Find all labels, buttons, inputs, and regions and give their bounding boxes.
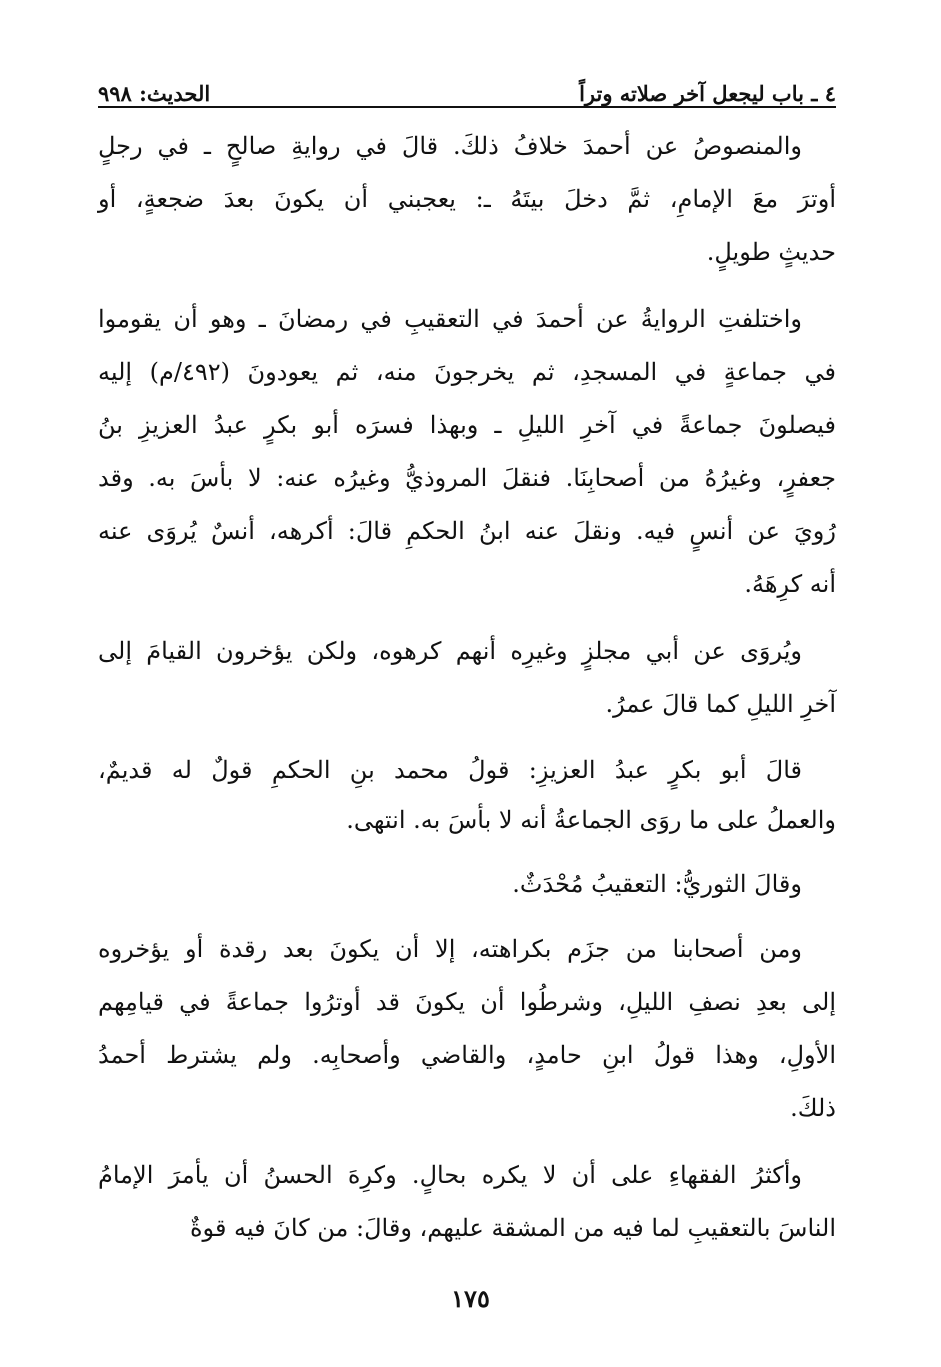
- text-line: أوترَ معَ الإمامِ، ثمَّ دخلَ بيتَهُ ـ: يعجبني أن يكونَ بعدَ ضجعةٍ، أو: [98, 185, 836, 213]
- chapter-title: ٤ ـ باب ليجعل آخر صلاته وتراً: [579, 81, 836, 106]
- text-line: والمنصوصُ عن أحمدَ خلافُ ذلكَ. قالَ في روايةِ صالحٍ ـ في رجلٍ: [98, 132, 802, 160]
- paragraph: [98, 745, 836, 845]
- page-number: ١٧٥: [451, 1284, 490, 1313]
- text-line: في جماعةٍ في المسجدِ، ثم يخرجونَ منه، ثم يعودونَ (٤٩٢/م) إليه: [98, 358, 837, 386]
- paragraph: [98, 923, 836, 1135]
- text-line: فيصلونَ جماعةً في آخرِ الليلِ ـ وبهذا فسرَه أبو بكرٍ عبدُ العزيزِ بنُ: [98, 411, 836, 439]
- paragraph: [98, 859, 836, 909]
- text-line: ومن أصحابنا من جزَم بكراهته، إلا أن يكونَ بعد رقدة أو يؤخروه: [98, 935, 802, 963]
- running-header: [98, 62, 836, 106]
- text-line: الناسَ بالتعقيبِ لما فيه من المشقة عليهم، وقالَ: من كانَ فيه قوةٌ: [189, 1214, 836, 1242]
- paragraph: [98, 1149, 836, 1255]
- body-text: [98, 120, 836, 1269]
- text-line: وقالَ الثوريُّ: التعقيبُ مُحْدَثٌ.: [512, 870, 802, 898]
- text-line: واختلفتِ الروايةُ عن أحمدَ في التعقيبِ في رمضانَ ـ وهو أن يقوموا: [98, 305, 802, 333]
- text-line: جعفرٍ، وغيرُهُ من أصحابِنَا. فنقلَ المروذيُّ وغيرُه عنه: لا بأسَ به. وقد: [98, 464, 836, 492]
- text-line: إلى بعدِ نصفِ الليلِ، وشرطُوا أن يكونَ قد أوترُوا جماعةً في قيامِهم: [98, 988, 836, 1016]
- paragraph: [98, 120, 836, 279]
- text-line: ذلكَ.: [790, 1094, 836, 1122]
- hadith-number: الحديث: ٩٩٨: [98, 81, 211, 106]
- text-line: قالَ أبو بكرٍ عبدُ العزيزِ: قولُ محمد بنِ الحكمِ قولٌ له قديمٌ،: [98, 756, 802, 784]
- text-line: أنه كرِهَهُ.: [744, 570, 836, 598]
- text-line: الأولِ، وهذا قولُ ابنِ حامدٍ، والقاضي وأصحابِه. ولم يشترط أحمدُ: [98, 1041, 836, 1069]
- text-line: ويُروَى عن أبي مجلزٍ وغيرِه أنهم كرهوه، ولكن يؤخرون القيامَ إلى: [98, 637, 802, 665]
- header-rule: [98, 106, 836, 108]
- paragraph: [98, 625, 836, 731]
- text-line: والعملُ على ما روَى الجماعةُ أنه لا بأسَ به. انتهى.: [346, 806, 836, 834]
- text-line: حديثٍ طويلٍ.: [706, 238, 836, 266]
- text-line: رُويَ عن أنسٍ فيه. ونقلَ عنه ابنُ الحكمِ قالَ: أكرهه، أنسٌ يُروَى عنه: [98, 517, 836, 545]
- text-line: وأكثرُ الفقهاءِ على أن لا يكره بحالٍ. وكرِهَ الحسنُ أن يأمرَ الإمامُ: [98, 1161, 802, 1189]
- text-line: آخرِ الليلِ كما قالَ عمرُ.: [605, 690, 836, 718]
- paragraph: [98, 293, 836, 611]
